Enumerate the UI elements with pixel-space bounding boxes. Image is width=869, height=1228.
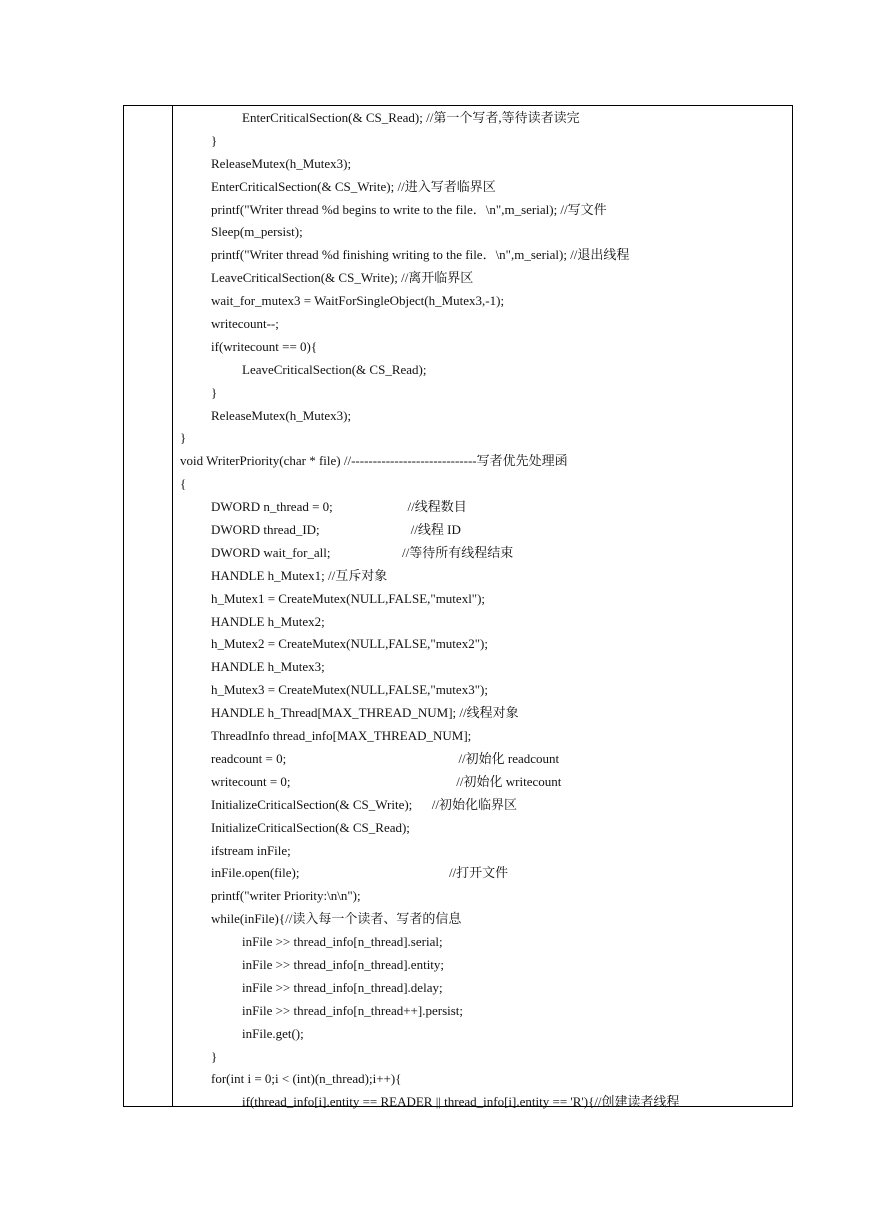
code-line: if(thread_info[i].entity == READER || thread_info[i].entity == 'R'){//创建读者线程 — [242, 1094, 680, 1110]
code-line: inFile >> thread_info[n_thread].serial; — [242, 934, 443, 950]
code-line: EnterCriticalSection(& CS_Read); //第一个写者,等待读者读完 — [242, 110, 580, 125]
code-line: if(writecount == 0){ — [211, 338, 318, 354]
code-line: DWORD thread_ID; //线程 ID — [211, 522, 461, 538]
code-line: writecount = 0; //初始化 writecount — [211, 773, 562, 789]
code-line: ReleaseMutex(h_Mutex3); — [211, 407, 352, 423]
code-line: InitializeCriticalSection(& CS_Read); — [211, 819, 410, 835]
code-line: ifstream inFile; — [211, 842, 291, 858]
code-line: printf("Writer thread %d finishing writing to the file．\n",m_serial); //退出线程 — [211, 247, 630, 263]
code-line: inFile.get(); — [242, 1025, 304, 1041]
code-line: } — [180, 430, 187, 446]
code-line: { — [180, 476, 187, 492]
code-line: Sleep(m_persist); — [211, 224, 303, 240]
code-line: HANDLE h_Mutex2; — [211, 613, 325, 629]
code-line: LeaveCriticalSection(& CS_Read); — [242, 361, 427, 377]
code-line: InitializeCriticalSection(& CS_Write); //初始化临界区 — [211, 796, 518, 812]
code-line: h_Mutex1 = CreateMutex(NULL,FALSE,"mutexl"); — [211, 590, 486, 606]
code-line: printf("Writer thread %d begins to write to the file．\n",m_serial); //写文件 — [211, 201, 607, 217]
code-line: h_Mutex3 = CreateMutex(NULL,FALSE,"mutex3"); — [211, 682, 488, 698]
code-line: HANDLE h_Mutex1; //互斥对象 — [211, 567, 388, 583]
code-line: inFile.open(file); //打开文件 — [211, 865, 509, 881]
code-line: wait_for_mutex3 = WaitForSingleObject(h_Mutex3,-1); — [211, 293, 505, 309]
code-line: ReleaseMutex(h_Mutex3); — [211, 155, 352, 171]
code-line: } — [211, 1048, 218, 1064]
code-line: ThreadInfo thread_info[MAX_THREAD_NUM]; — [211, 728, 472, 744]
code-line: inFile >> thread_info[n_thread].delay; — [242, 979, 443, 995]
code-listing — [180, 107, 790, 1114]
code-line: } — [211, 132, 218, 148]
code-line: HANDLE h_Mutex3; — [211, 659, 325, 675]
code-line: LeaveCriticalSection(& CS_Write); //离开临界区 — [211, 270, 474, 286]
code-line: printf("writer Priority:\n\n"); — [211, 888, 361, 904]
code-line: } — [211, 384, 218, 400]
column-divider — [172, 105, 173, 1107]
code-line: inFile >> thread_info[n_thread++].persist; — [242, 1002, 464, 1018]
code-line: inFile >> thread_info[n_thread].entity; — [242, 956, 445, 972]
code-line: for(int i = 0;i < (int)(n_thread);i++){ — [211, 1071, 402, 1087]
code-line: HANDLE h_Thread[MAX_THREAD_NUM]; //线程对象 — [211, 705, 519, 721]
code-line: EnterCriticalSection(& CS_Write); //进入写者临界区 — [211, 178, 496, 194]
code-line: writecount--; — [211, 316, 279, 332]
code-line: while(inFile){//读入每一个读者、写者的信息 — [211, 911, 462, 927]
code-line: DWORD n_thread = 0; //线程数目 — [211, 499, 467, 515]
code-line: DWORD wait_for_all; //等待所有线程结束 — [211, 544, 514, 560]
code-line: void WriterPriority(char * file) //-----------------------------写者优先处理函 — [180, 453, 568, 469]
code-line: h_Mutex2 = CreateMutex(NULL,FALSE,"mutex2"); — [211, 636, 488, 652]
code-line: readcount = 0; //初始化 readcount — [211, 750, 560, 766]
